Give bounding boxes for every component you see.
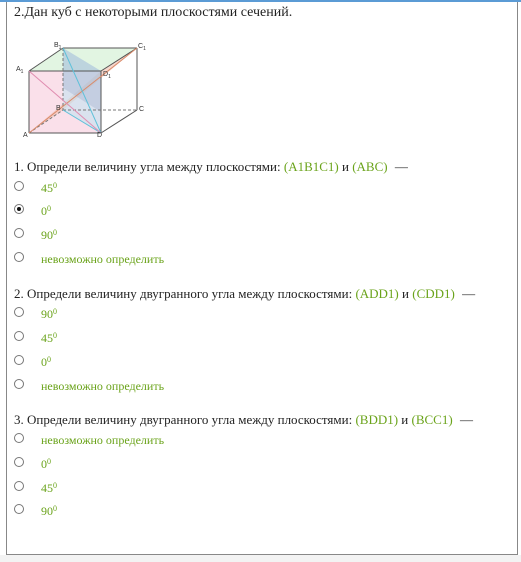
question-3-conj: и bbox=[401, 412, 409, 427]
label-b: B bbox=[56, 105, 61, 112]
q2-option-1-label: $90^0$ bbox=[41, 307, 57, 321]
q2-option-1-radio[interactable] bbox=[14, 307, 24, 317]
question-3-text: 3. Определи величину двугранного угла между плоскостями: bbox=[14, 412, 353, 427]
label-a: A bbox=[23, 132, 28, 138]
q3-option-4-radio[interactable] bbox=[14, 504, 24, 514]
q3-option-1-label: невозможно определить bbox=[41, 433, 165, 447]
q3-option-1[interactable] bbox=[14, 432, 165, 450]
frame-left-border bbox=[6, 2, 7, 554]
q1-option-4-label: невозможно определить bbox=[41, 252, 165, 266]
q3-option-2-label: $0^0$ bbox=[41, 457, 51, 471]
cube-diagram bbox=[14, 38, 149, 138]
question-1-text: 1. Определи величину угла между плоскостями: bbox=[14, 159, 281, 174]
q2-option-3-label: $0^0$ bbox=[41, 355, 51, 369]
q1-option-3-label: $90^0$ bbox=[41, 228, 57, 242]
question-1-dash: — bbox=[394, 159, 408, 174]
question-1-plane-1: (A1B1C1) bbox=[283, 159, 339, 174]
label-c: C bbox=[139, 106, 145, 113]
top-accent-bar bbox=[0, 0, 521, 2]
q1-option-3[interactable] bbox=[14, 227, 57, 245]
label-d: D bbox=[97, 132, 103, 138]
q2-option-3-radio[interactable] bbox=[14, 355, 24, 365]
q2-option-3[interactable] bbox=[14, 354, 51, 372]
q1-option-4-radio[interactable] bbox=[14, 252, 24, 262]
question-2-plane-1: (ADD1) bbox=[355, 286, 399, 301]
question-3-dash: — bbox=[459, 412, 473, 427]
q2-option-4-label: невозможно определить bbox=[41, 379, 165, 393]
q3-option-2[interactable] bbox=[14, 456, 51, 474]
question-2-dash: — bbox=[462, 286, 476, 301]
q2-option-2-label: $45^0$ bbox=[41, 331, 57, 345]
question-1 bbox=[14, 159, 408, 175]
q1-option-1-label: $45^0$ bbox=[41, 181, 57, 195]
q1-option-1[interactable] bbox=[14, 180, 57, 198]
q1-option-3-radio[interactable] bbox=[14, 228, 24, 238]
frame-right-border bbox=[517, 2, 518, 554]
question-2-text: 2. Определи величину двугранного угла между плоскостями: bbox=[14, 286, 353, 301]
label-c1: $C_1$ bbox=[138, 43, 146, 52]
q3-option-4[interactable] bbox=[14, 503, 57, 521]
question-1-plane-2: (ABC) bbox=[352, 159, 388, 174]
q2-option-4[interactable] bbox=[14, 378, 165, 396]
q1-option-1-radio[interactable] bbox=[14, 181, 24, 191]
q3-option-2-radio[interactable] bbox=[14, 457, 24, 467]
q3-option-3[interactable] bbox=[14, 480, 57, 498]
q1-option-4[interactable] bbox=[14, 251, 165, 269]
label-b1: $B_1$ bbox=[54, 42, 62, 51]
q2-option-2-radio[interactable] bbox=[14, 331, 24, 341]
q1-option-2-radio[interactable] bbox=[14, 204, 24, 214]
task-title: 2.Дан куб с некоторыми плоскостями сечений. bbox=[14, 5, 293, 20]
question-2 bbox=[14, 286, 475, 302]
question-3-plane-1: (BDD1) bbox=[355, 412, 399, 427]
q3-option-3-label: $45^0$ bbox=[41, 481, 57, 495]
question-2-plane-2: (CDD1) bbox=[412, 286, 455, 301]
frame-shadow bbox=[0, 555, 521, 562]
question-3-plane-2: (BCC1) bbox=[411, 412, 453, 427]
q1-option-2-label: $0^0$ bbox=[41, 204, 51, 218]
q2-option-2[interactable] bbox=[14, 330, 57, 348]
question-2-conj: и bbox=[402, 286, 409, 301]
label-d1: $D_1$ bbox=[103, 71, 111, 80]
q2-option-4-radio[interactable] bbox=[14, 379, 24, 389]
q1-option-2[interactable] bbox=[14, 203, 51, 221]
q3-option-1-radio[interactable] bbox=[14, 433, 24, 443]
q3-option-3-radio[interactable] bbox=[14, 481, 24, 491]
question-3 bbox=[14, 412, 473, 428]
q3-option-4-label: $90^0$ bbox=[41, 504, 57, 518]
q2-option-1[interactable] bbox=[14, 306, 57, 324]
label-a1: $A_1$ bbox=[16, 66, 24, 75]
question-1-conj: и bbox=[342, 159, 349, 174]
